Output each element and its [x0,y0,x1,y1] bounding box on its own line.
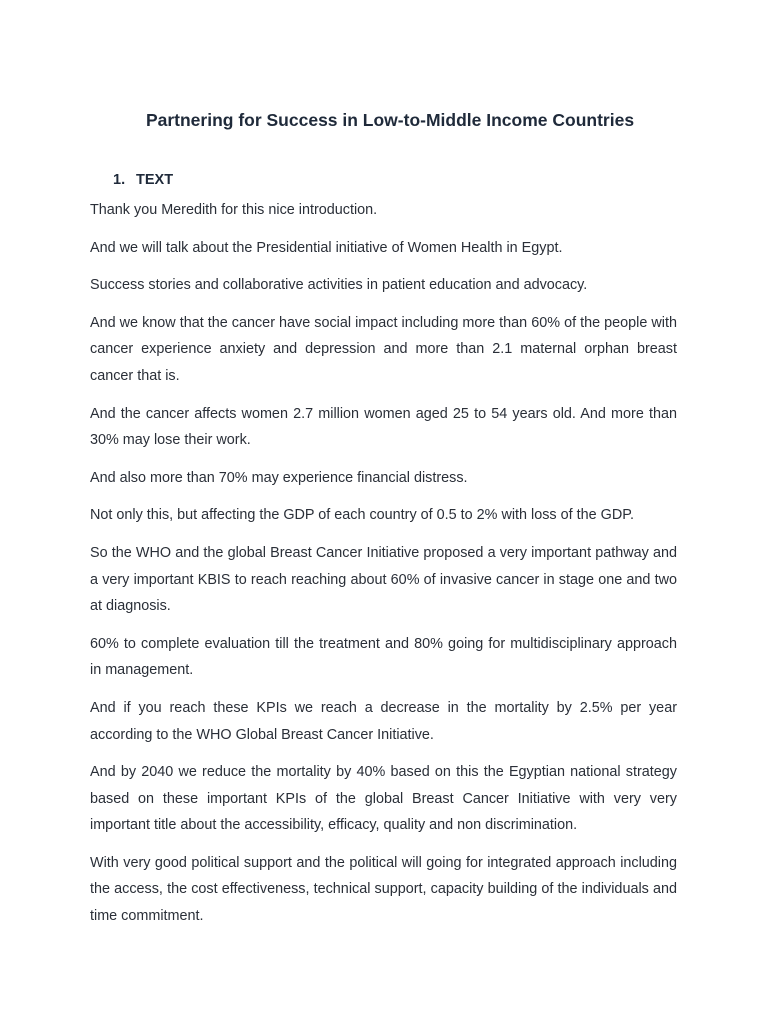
paragraph: And we know that the cancer have social impact including more than 60% of the people with cancer experience anxiety and depression and more than 2.1 maternal orphan breast cancer that is. [90,314,677,384]
paragraph: And we will talk about the Presidential initiative of Women Health in Egypt. [90,239,563,256]
section-heading [113,172,173,188]
paragraph: And the cancer affects women 2.7 million women aged 25 to 54 years old. And more than 30% may lose their work. [90,405,677,449]
paragraph: With very good political support and the political will going for integrated approach including the access, the cost effectiveness, technical support, capacity building of the individuals and time commitment. [90,854,677,925]
paragraph: 60% to complete evaluation till the treatment and 80% going for multidisciplinary approach in management. [90,635,677,679]
paragraph: Not only this, but affecting the GDP of each country of 0.5 to 2% with loss of the GDP. [90,507,634,524]
document-title: Partnering for Success in Low-to-Middle Income Countries [145,110,635,130]
paragraph: Success stories and collaborative activities in patient education and advocacy. [90,277,588,294]
paragraph: And if you reach these KPIs we reach a decrease in the mortality by 2.5% per year according to the WHO Global Breast Cancer Initiative. [90,699,677,743]
section-number: 1. [113,172,126,188]
paragraph: And also more than 70% may experience financial distress. [90,469,468,486]
paragraph: So the WHO and the global Breast Cancer Initiative proposed a very important pathway and a very important KBIS to reach reaching about 60% of invasive cancer in stage one and two at diagnosis. [90,544,677,615]
paragraph: And by 2040 we reduce the mortality by 40% based on this the Egyptian national strategy based on these important KPIs of the global Breast Cancer Initiative with very very important title about the accessibility, efficacy, quality and non discrimination. [90,764,677,834]
paragraph: Thank you Meredith for this nice introduction. [90,202,378,218]
section-heading-text: TEXT [136,172,174,188]
body-text [90,197,677,941]
